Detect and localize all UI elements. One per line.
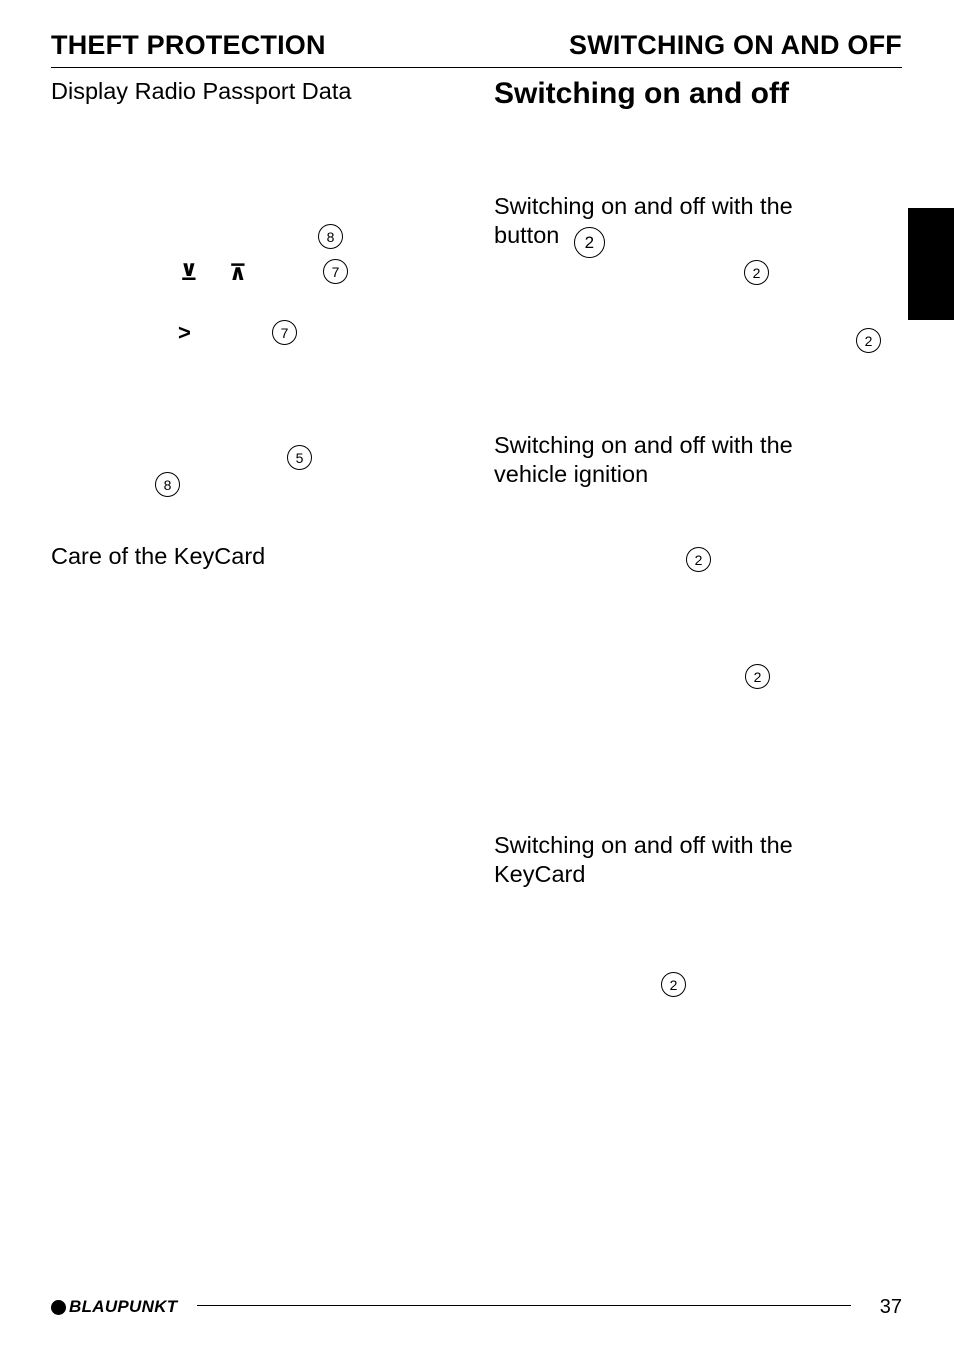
header-divider	[51, 67, 902, 68]
header-left-title: THEFT PROTECTION	[51, 30, 326, 60]
sub-heading-line: Switching on and off with the	[494, 832, 793, 858]
sub-heading-line: Switching on and off with the	[494, 432, 793, 458]
sub-heading-line: vehicle ignition	[494, 461, 649, 487]
sub-heading-ignition	[494, 431, 793, 489]
header-right-title: SWITCHING ON AND OFF	[569, 30, 902, 60]
brand-name: BLAUPUNKT	[69, 1297, 178, 1316]
brand-logo	[51, 1297, 177, 1317]
sub-heading-button	[494, 192, 793, 258]
arrow-right-key-icon: >	[178, 320, 191, 345]
callout-number: 2	[574, 227, 605, 258]
sub-heading-line: KeyCard	[494, 861, 586, 887]
sub-heading-text: button	[494, 222, 560, 248]
page-number: 37	[879, 1296, 902, 1318]
callout-number: 2	[744, 260, 769, 285]
sub-heading-keycard	[494, 831, 793, 889]
footer-divider	[197, 1305, 851, 1306]
arrow-down-key-icon: ⊻	[180, 260, 198, 285]
sub-heading-line: Switching on and off with the	[494, 193, 793, 219]
callout-number: 2	[686, 547, 711, 572]
sub-heading-line	[494, 221, 793, 258]
callout-number: 8	[155, 472, 180, 497]
callout-number: 8	[318, 224, 343, 249]
callout-number: 7	[323, 259, 348, 284]
display-radio-passport-heading: Display Radio Passport Data	[51, 78, 352, 104]
switching-on-off-title: Switching on and off	[494, 77, 789, 110]
callout-number: 7	[272, 320, 297, 345]
callout-number: 5	[287, 445, 312, 470]
callout-number: 2	[661, 972, 686, 997]
callout-number: 2	[856, 328, 881, 353]
arrow-up-key-icon: ⊼	[229, 260, 247, 285]
logo-dot-icon	[51, 1300, 66, 1315]
section-tab-marker	[908, 208, 954, 320]
callout-number: 2	[745, 664, 770, 689]
care-of-keycard-heading: Care of the KeyCard	[51, 543, 266, 569]
